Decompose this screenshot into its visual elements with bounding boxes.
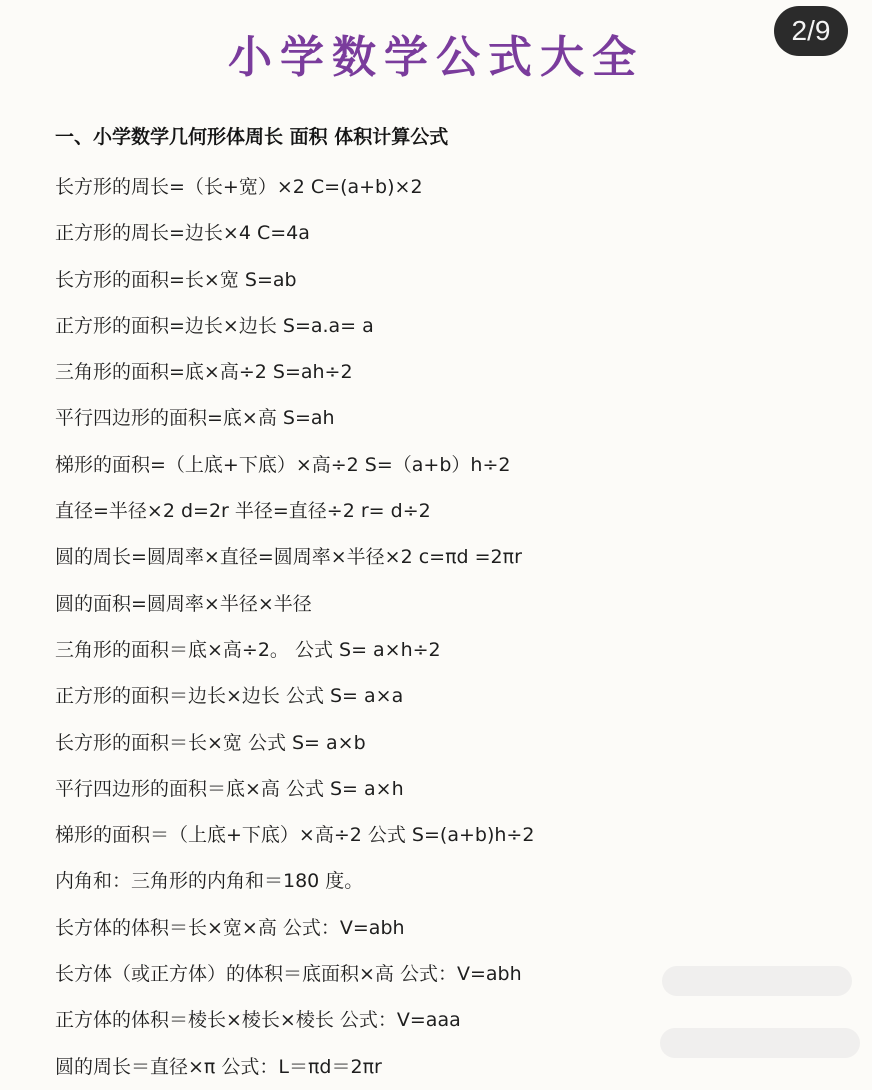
watermark (662, 966, 852, 996)
formula-line: 正方形的面积＝边长×边长 公式 S= a×a (55, 685, 404, 708)
formula-list (55, 164, 534, 1090)
formula-line: 圆的周长＝直径×π 公式：L＝πd＝2πr (55, 1055, 382, 1078)
section-heading: 一、小学数学几何形体周长 面积 体积计算公式 (55, 126, 449, 148)
formula-line: 梯形的面积=（上底+下底）×高÷2 S=（a+b）h÷2 (55, 453, 511, 476)
page-counter-badge: 2/9 (774, 6, 848, 56)
formula-line: 正方形的面积=边长×边长 S=a.a= a (55, 314, 374, 337)
formula-line: 正方形的周长=边长×4 C=4a (55, 222, 310, 245)
formula-line: 圆的面积=圆周率×半径×半径 (55, 592, 312, 615)
formula-line: 正方体的体积＝棱长×棱长×棱长 公式：V=aaa (55, 1009, 461, 1032)
formula-line: 直径=半径×2 d=2r 半径=直径÷2 r= d÷2 (55, 500, 431, 523)
formula-line: 长方形的周长=（长+宽）×2 C=(a+b)×2 (55, 176, 423, 198)
formula-line: 平行四边形的面积=底×高 S=ah (55, 407, 335, 430)
formula-line: 长方形的面积=长×宽 S=ab (55, 268, 297, 291)
formula-line: 梯形的面积＝（上底+下底）×高÷2 公式 S=(a+b)h÷2 (55, 824, 535, 847)
formula-line: 圆的周长=圆周率×直径=圆周率×半径×2 c=πd =2πr (55, 546, 522, 569)
formula-line: 平行四边形的面积＝底×高 公式 S= a×h (55, 777, 404, 800)
watermark (660, 1028, 860, 1058)
formula-line: 三角形的面积＝底×高÷2。 公式 S= a×h÷2 (55, 638, 441, 661)
formula-line: 长方体（或正方体）的体积＝底面积×高 公式：V=abh (55, 963, 522, 986)
formula-line: 内角和：三角形的内角和＝180 度。 (55, 870, 364, 893)
formula-line: 三角形的面积=底×高÷2 S=ah÷2 (55, 361, 353, 384)
formula-line: 长方形的面积＝长×宽 公式 S= a×b (55, 731, 366, 754)
page-title: 小学数学公式大全 (228, 32, 644, 83)
formula-line: 长方体的体积＝长×宽×高 公式：V=abh (55, 916, 405, 939)
